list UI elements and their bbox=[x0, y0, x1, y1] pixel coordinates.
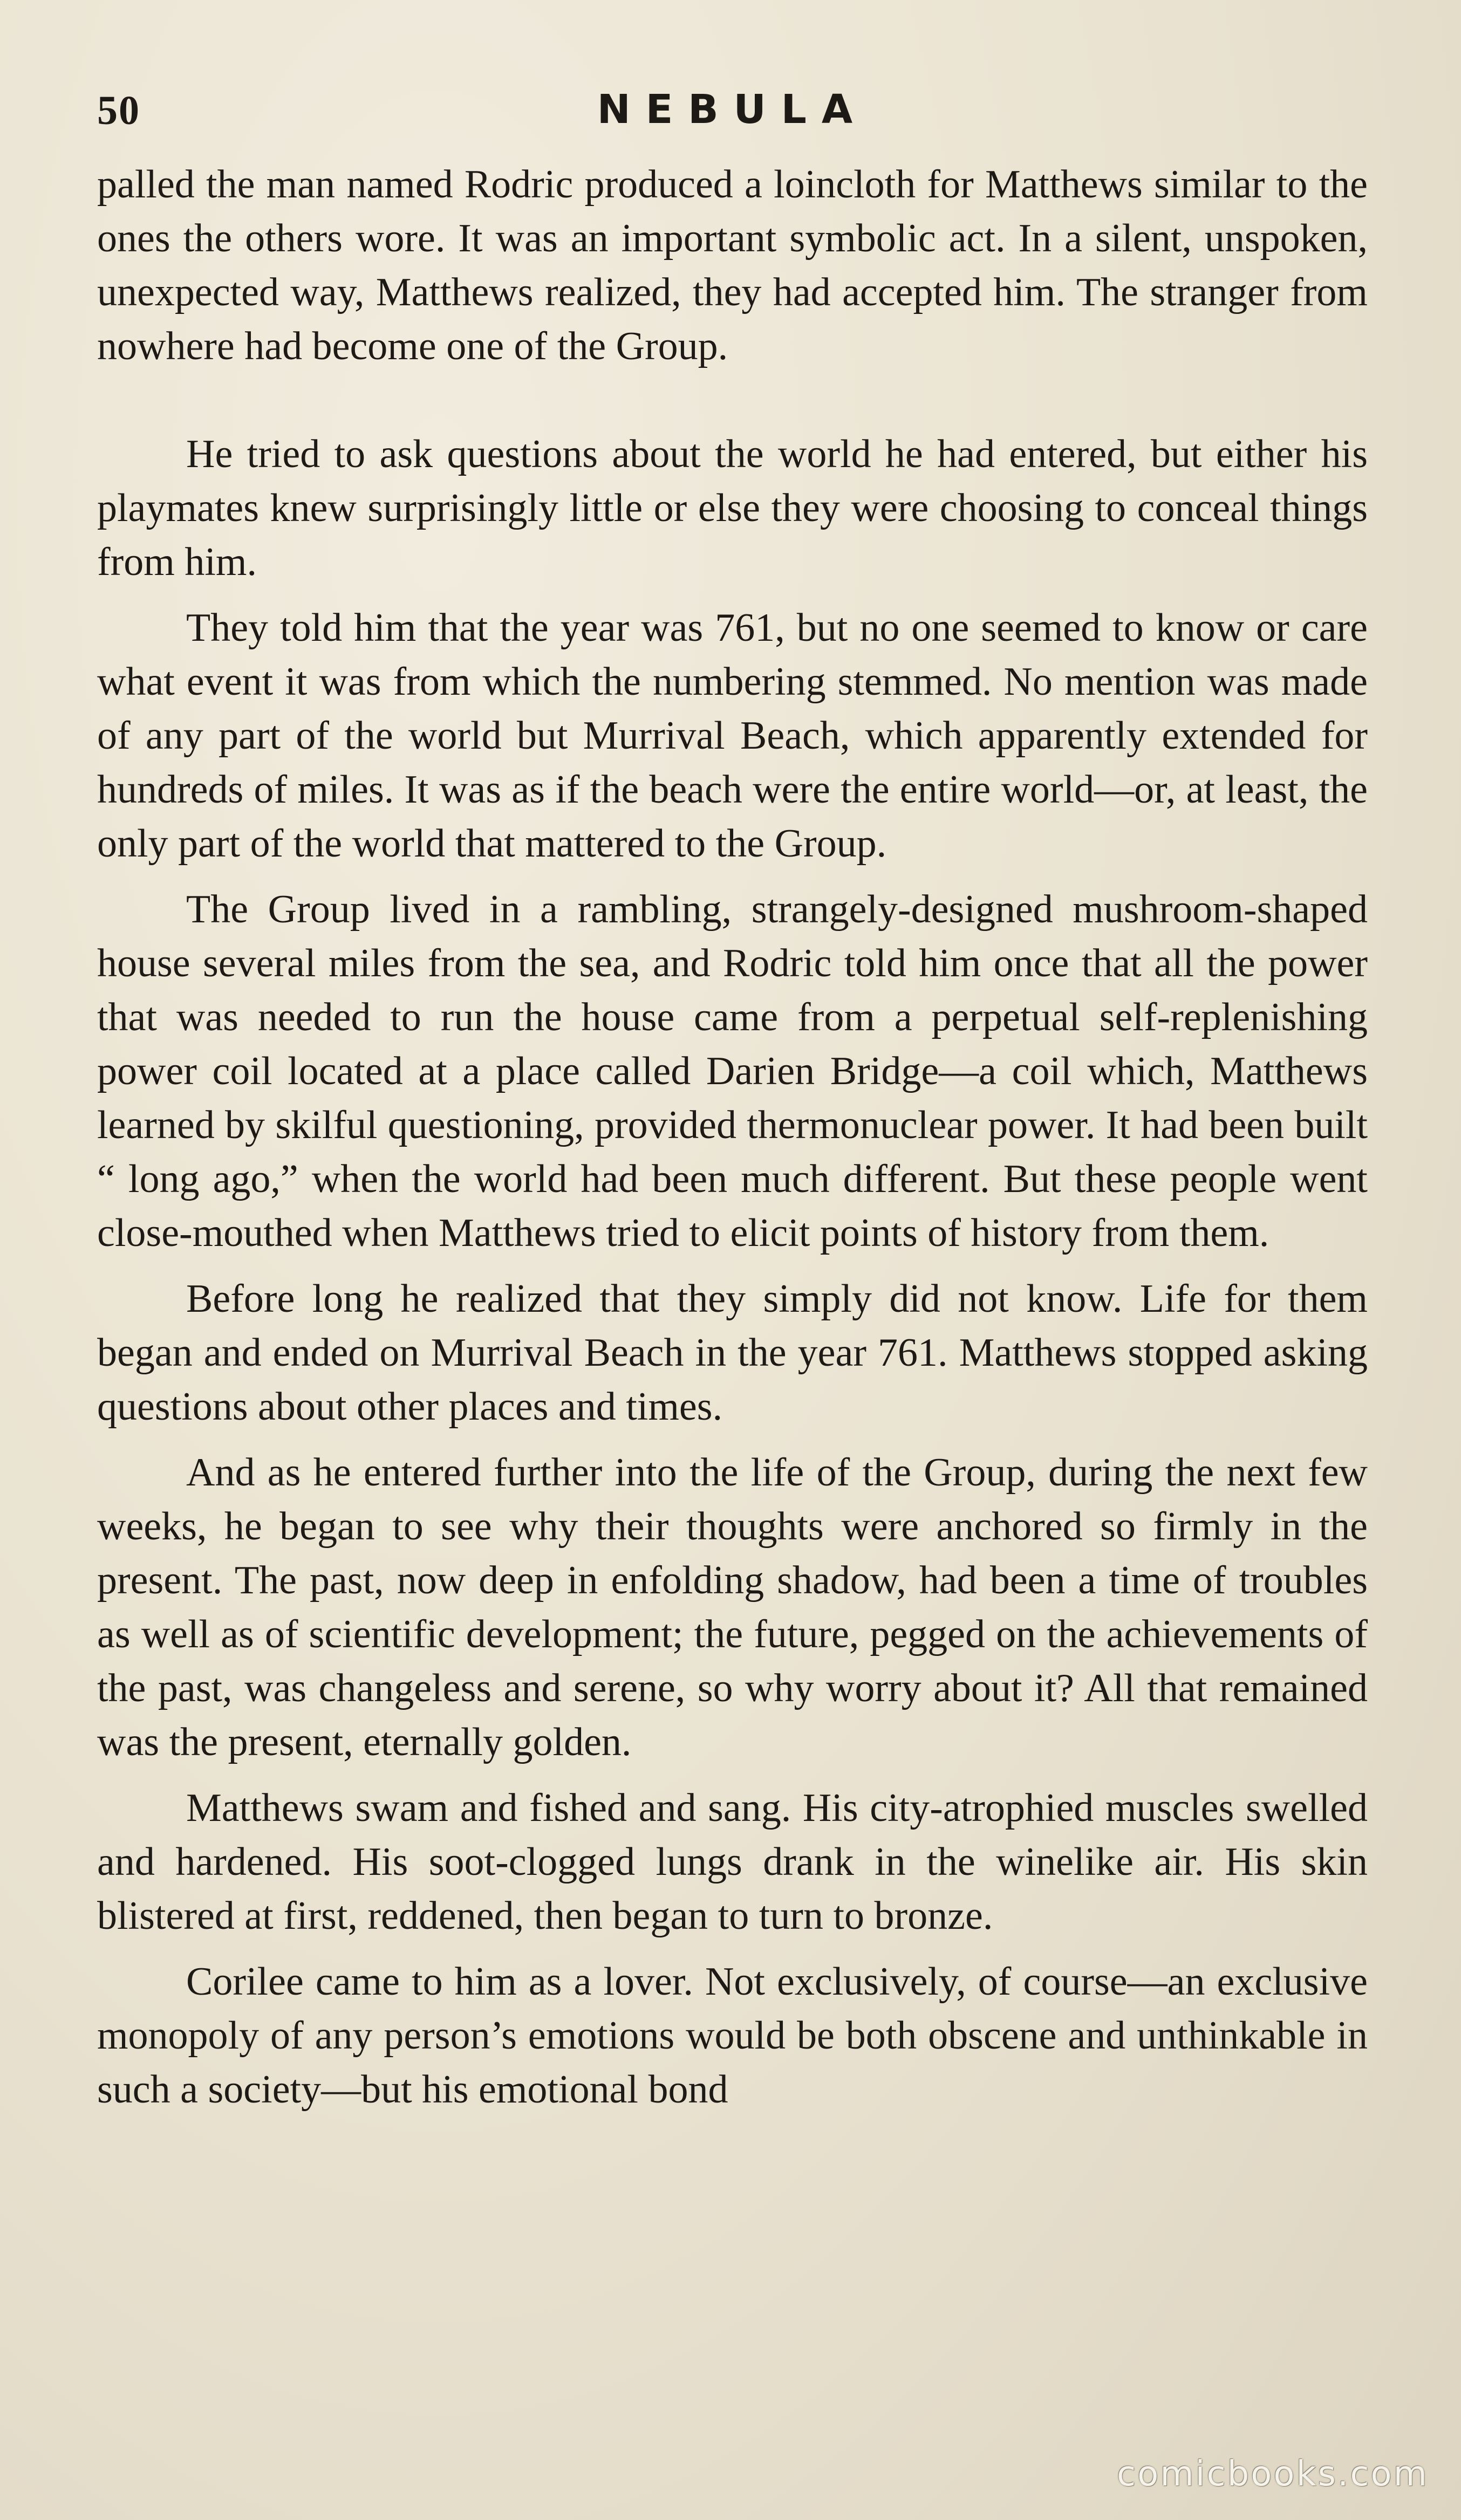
book-page bbox=[97, 81, 1368, 2443]
page-number: 50 bbox=[97, 88, 140, 133]
running-title: NEBULA bbox=[597, 86, 868, 133]
paragraph-2: He tried to ask questions about the world he had entered, but either his playmates knew surprisingly little or else they were choosing to conceal things from him. bbox=[97, 432, 1368, 584]
paragraph-6: And as he entered further into the life of the Group, during the next few weeks, he began to see why their thoughts were anchored so firmly in the present. The past, now deep in enfolding shadow, had been a time of troubles as well as of scientific development; the future, pegged on the achievements of the past, was changeless and serene, so why worry about it? All that remained was the present, eternally golden. bbox=[97, 1450, 1368, 1764]
paragraph-8: Corilee came to him as a lover. Not exclusively, of course—an exclusive monopoly of any person’s emotions would be both obscene and unthinkable in such a society—but his emotional bond bbox=[97, 1960, 1368, 2112]
paragraph-4: The Group lived in a rambling, strangely-designed mushroom-shaped house several miles from the sea, and Rodric told him once that all the power that was needed to run the house came from a perpetual self-replenishing power coil located at a place called Darien Bridge—a coil which, Matthews learned by skilful questioning, provided thermonuclear power. It had been built “ long ago,” when the world had been much different. But these people went close-mouthed when Matthews tried to elicit points of history from them. bbox=[97, 887, 1368, 1255]
paragraph-7: Matthews swam and fished and sang. His city-atrophied muscles swelled and hardened. His soot-clogged lungs drank in the winelike air. His skin blistered at first, reddened, then began to turn to bronze. bbox=[97, 1786, 1368, 1938]
paragraph-3: They told him that the year was 761, but no one seemed to know or care what event it was from which the numbering stemmed. No mention was made of any part of the world but Murrival Beach, which apparently extended for hundreds of miles. It was as if the beach were the entire world—or, at least, the only part of the world that mattered to the Group. bbox=[97, 606, 1368, 866]
watermark: comicbooks.com bbox=[1116, 2454, 1429, 2494]
paragraph-5: Before long he realized that they simply did not know. Life for them began and ended on Murrival Beach in the year 761. Matthews stopped asking questions about other places and times. bbox=[97, 1277, 1368, 1429]
paragraph-1: palled the man named Rodric produced a loincloth for Matthews similar to the ones the others wore. It was an important symbolic act. In a silent, unspoken, unexpected way, Matthews realized, they had accepted him. The stranger from nowhere had become one of the Group. bbox=[97, 162, 1368, 368]
running-head bbox=[97, 81, 1368, 146]
body-text bbox=[97, 158, 1368, 2117]
